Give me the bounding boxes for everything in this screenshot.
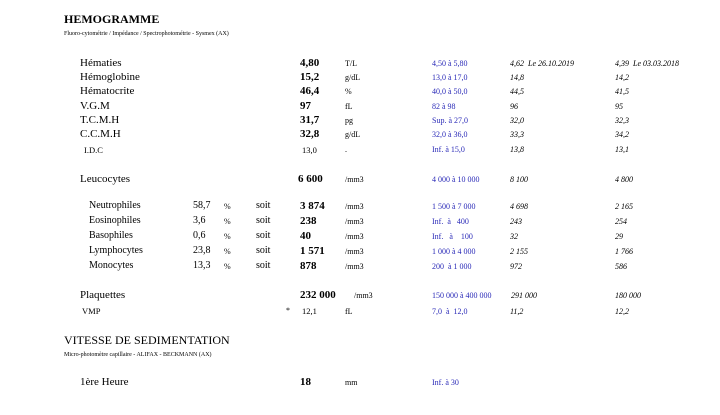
- test-unit: g/dL: [345, 73, 361, 82]
- test-label: V.G.M: [80, 100, 110, 112]
- percent-value: 58,7: [193, 200, 211, 211]
- method-caption: Micro-photomètre capillaire - ALIFAX - BECKMANN (AX): [64, 352, 212, 358]
- reference-range: 200 à 1 000: [432, 262, 472, 271]
- soit-label: soit: [256, 230, 271, 241]
- previous-value-2: 14,2: [615, 73, 629, 82]
- test-value: 4,80: [300, 57, 320, 69]
- test-unit: /mm3: [345, 202, 364, 211]
- previous-value-2: 586: [615, 262, 627, 271]
- test-label: T.C.M.H: [80, 114, 120, 126]
- percent-unit: %: [224, 217, 231, 226]
- previous-value-1: 32: [510, 232, 518, 241]
- percent-value: 3,6: [193, 215, 206, 226]
- reference-range: Inf. à 15,0: [432, 145, 465, 154]
- test-unit: /mm3: [354, 291, 373, 300]
- previous-value-1: 8 100: [510, 175, 528, 184]
- section-title: VITESSE DE SEDIMENTATION: [64, 333, 230, 347]
- soit-label: soit: [256, 260, 271, 271]
- test-unit: mm: [345, 378, 358, 387]
- test-value: 40: [300, 230, 311, 242]
- reference-range: 40,0 à 50,0: [432, 87, 468, 96]
- abnormal-flag: *: [286, 306, 290, 315]
- test-label: Leucocytes: [80, 173, 131, 185]
- previous-value-1: 2 155: [510, 247, 528, 256]
- previous-value-2: 95: [615, 102, 623, 111]
- previous-value-1: 33,3: [510, 130, 524, 139]
- test-label: VMP: [82, 306, 101, 316]
- reference-range: 82 à 98: [432, 102, 456, 111]
- soit-label: soit: [256, 200, 271, 211]
- test-value: 97: [300, 100, 311, 112]
- previous-value-1: 4 698: [510, 202, 528, 211]
- test-label: Neutrophiles: [89, 200, 141, 211]
- previous-value-1: 291 000: [511, 291, 537, 300]
- reference-range: Inf. à 30: [432, 378, 459, 387]
- reference-range: 4,50 à 5,80: [432, 59, 468, 68]
- test-value: 31,7: [300, 114, 320, 126]
- test-label: Plaquettes: [80, 289, 126, 301]
- report-title: HEMOGRAMME: [64, 12, 160, 26]
- reference-range: Inf. à 400: [432, 217, 469, 226]
- previous-value-2: 1 766: [615, 247, 633, 256]
- previous-value-1: 14,8: [510, 73, 524, 82]
- test-label: Hématies: [80, 57, 122, 69]
- test-unit: fL: [345, 307, 353, 316]
- test-label: Lymphocytes: [89, 245, 143, 256]
- test-label: 1ère Heure: [80, 376, 129, 388]
- method-caption: Fluoro-cytométrie / Impédance / Spectrophotométrie - Sysmex (AX): [64, 31, 229, 37]
- previous-value-2: 180 000: [615, 291, 641, 300]
- previous-date-2: Le 03.03.2018: [633, 59, 679, 68]
- previous-value-2: 4,39 Le 03.03.2018: [615, 59, 679, 68]
- previous-value-2: 34,2: [615, 130, 629, 139]
- soit-label: soit: [256, 245, 271, 256]
- test-unit: T/L: [345, 59, 357, 68]
- reference-range: 4 000 à 10 000: [432, 175, 480, 184]
- previous-value-2: 2 165: [615, 202, 633, 211]
- test-value: 238: [300, 215, 317, 227]
- previous-value-2: 32,3: [615, 116, 629, 125]
- test-unit: /mm3: [345, 247, 364, 256]
- reference-range: 1 500 à 7 000: [432, 202, 476, 211]
- previous-value-1: 13,8: [510, 145, 524, 154]
- test-value: 18: [300, 376, 311, 388]
- percent-value: 13,3: [193, 260, 211, 271]
- reference-range: 150 000 à 400 000: [432, 291, 492, 300]
- previous-value-2: 4 800: [615, 175, 633, 184]
- test-unit: /mm3: [345, 262, 364, 271]
- test-value: 878: [300, 260, 317, 272]
- test-label: I.D.C: [84, 145, 103, 155]
- test-value: 3 874: [300, 200, 325, 212]
- test-label: C.C.M.H: [80, 128, 121, 140]
- previous-value-1: 4,62 Le 26.10.2019: [510, 59, 574, 68]
- test-label: Basophiles: [89, 230, 133, 241]
- percent-unit: %: [224, 262, 231, 271]
- test-unit: .: [345, 145, 347, 154]
- previous-value-2: 29: [615, 232, 623, 241]
- percent-value: 0,6: [193, 230, 206, 241]
- reference-range: 7,0 à 12,0: [432, 307, 468, 316]
- test-unit: /mm3: [345, 217, 364, 226]
- previous-value-2: 254: [615, 217, 627, 226]
- previous-value-1: 96: [510, 102, 518, 111]
- test-unit: /mm3: [345, 175, 364, 184]
- percent-unit: %: [224, 247, 231, 256]
- soit-label: soit: [256, 215, 271, 226]
- previous-value-1: 972: [510, 262, 522, 271]
- test-label: Hématocrite: [80, 85, 135, 97]
- test-value: 12,1: [302, 306, 317, 316]
- previous-value-2: 12,2: [615, 307, 629, 316]
- previous-value-1: 44,5: [510, 87, 524, 96]
- test-label: Monocytes: [89, 260, 134, 271]
- test-value: 1 571: [300, 245, 325, 257]
- percent-value: 23,8: [193, 245, 211, 256]
- reference-range: 1 000 à 4 000: [432, 247, 476, 256]
- test-value: 13,0: [302, 145, 317, 155]
- test-value: 6 600: [298, 173, 323, 185]
- previous-value-1: 32,0: [510, 116, 524, 125]
- previous-value-2: 41,5: [615, 87, 629, 96]
- test-unit: pg: [345, 116, 353, 125]
- reference-range: 13,0 à 17,0: [432, 73, 468, 82]
- test-unit: /mm3: [345, 232, 364, 241]
- test-value: 15,2: [300, 71, 320, 83]
- previous-value-1: 11,2: [510, 307, 524, 316]
- percent-unit: %: [224, 202, 231, 211]
- test-value: 232 000: [300, 289, 336, 301]
- reference-range: Inf. à 100: [432, 232, 473, 241]
- test-unit: %: [345, 87, 352, 96]
- previous-value-2: 13,1: [615, 145, 629, 154]
- test-label: Eosinophiles: [89, 215, 141, 226]
- test-value: 32,8: [300, 128, 320, 140]
- reference-range: 32,0 à 36,0: [432, 130, 468, 139]
- test-label: Hémoglobine: [80, 71, 140, 83]
- previous-value-1: 243: [510, 217, 522, 226]
- test-unit: fL: [345, 102, 353, 111]
- reference-range: Sup. à 27,0: [432, 116, 468, 125]
- percent-unit: %: [224, 232, 231, 241]
- test-value: 46,4: [300, 85, 320, 97]
- previous-date-1: Le 26.10.2019: [528, 59, 574, 68]
- test-unit: g/dL: [345, 130, 361, 139]
